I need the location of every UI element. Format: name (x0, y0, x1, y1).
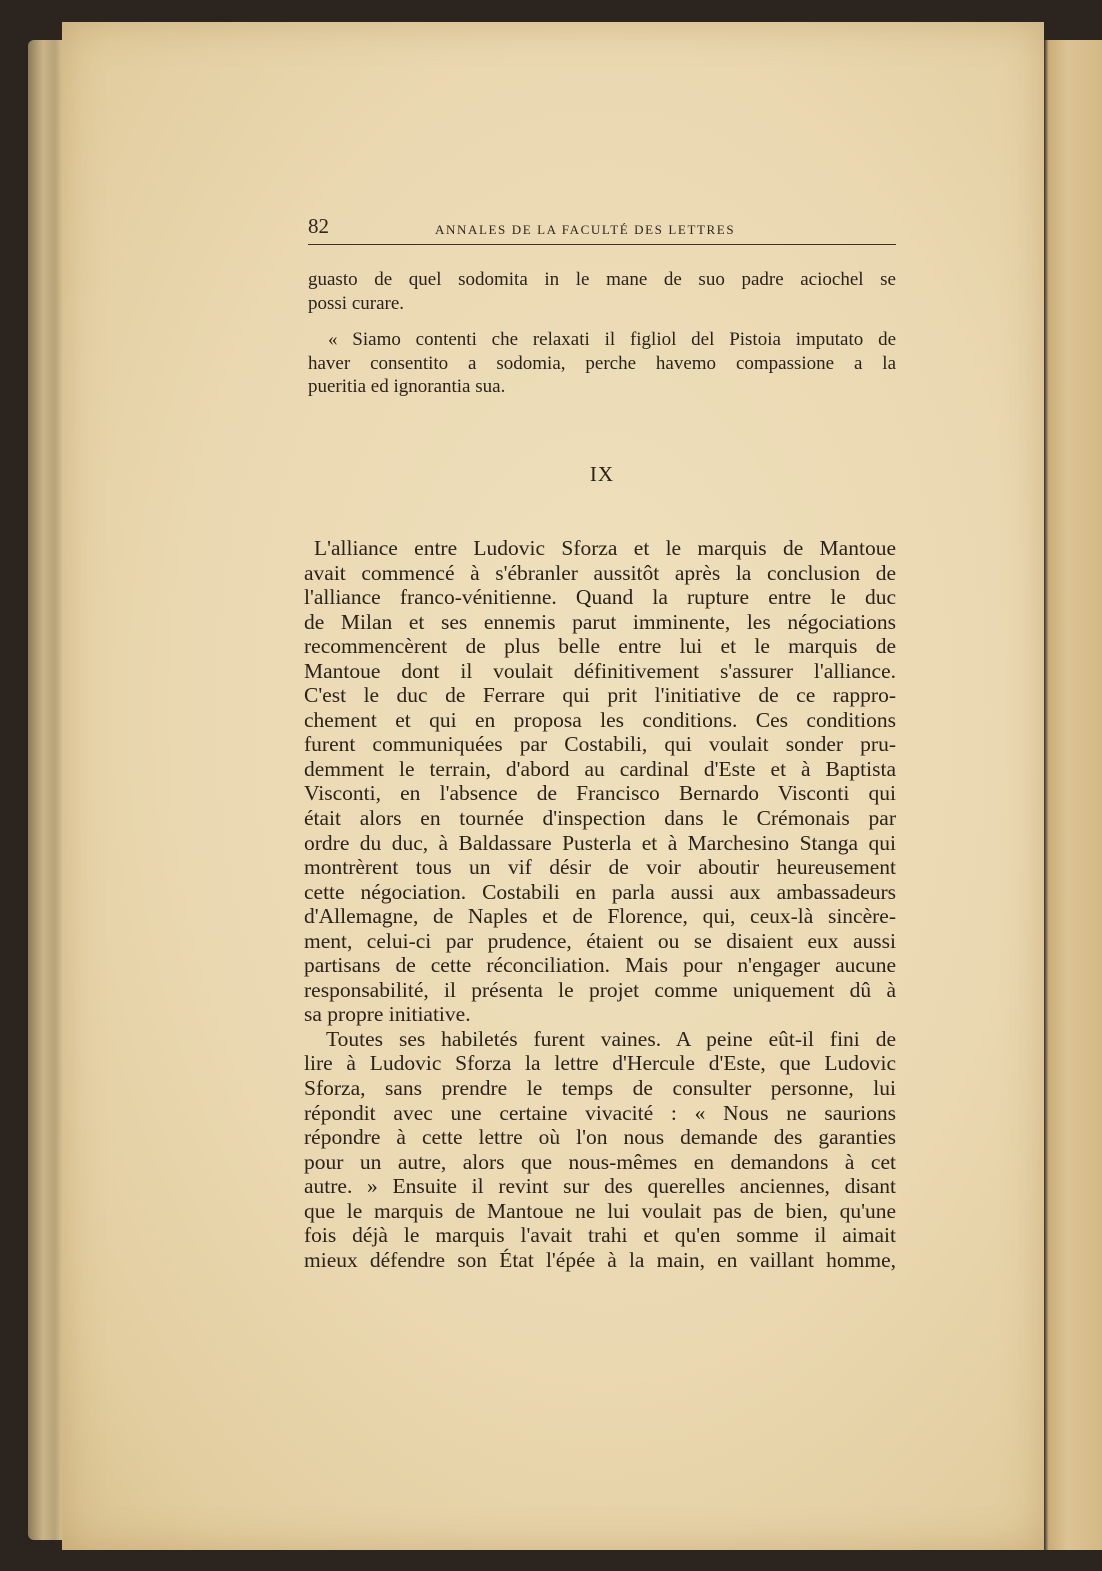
text-line: de Milan et ses ennemis parut imminente, les négociations (304, 609, 896, 634)
text-line: pueritia ed ignorantia sua. (308, 376, 506, 397)
text-line: lire à Ludovic Sforza la lettre d'Hercule d'Este, que Ludovic (304, 1051, 896, 1076)
text-line: furent communiquées par Costabili, qui voulait sonder pru- (304, 732, 896, 757)
quote-block-2 (308, 328, 896, 399)
text-line: d'Allemagne, de Naples et de Florence, qui, ceux-là sincère- (304, 904, 896, 929)
text-line: était alors en tournée d'inspection dans le Crémonais par (304, 806, 896, 831)
text-line: l'alliance franco-vénitienne. Quand la rupture entre le duc (304, 585, 896, 610)
text-line: autre. » Ensuite il revint sur des querelles anciennes, disant (304, 1174, 896, 1199)
text-line: « Siamo contenti che relaxati il figliol del Pistoia imputato de (328, 329, 896, 350)
facing-page-edge (1044, 40, 1102, 1550)
text-line: haver consentito a sodomia, perche havemo compassione a la (308, 352, 896, 374)
text-line: montrèrent tous un vif désir de voir aboutir heureusement (304, 855, 896, 880)
text-line: chement et qui en proposa les conditions. Ces conditions (304, 707, 896, 732)
body-text (304, 536, 896, 1272)
text-line: demment le terrain, d'abord au cardinal d'Este et à Baptista (304, 756, 896, 781)
text-line: recommencèrent de plus belle entre lui et le marquis de (304, 634, 896, 659)
text-line: Mantoue dont il voulait définitivement s'assurer l'alliance. (304, 658, 896, 683)
quote-block-1 (308, 268, 896, 315)
text-line: Sforza, sans prendre le temps de consulter personne, lui (304, 1076, 896, 1101)
section-heading: IX (589, 462, 615, 486)
text-line: mieux défendre son État l'épée à la main, en vaillant homme, (304, 1247, 896, 1272)
text-line: possi curare. (308, 292, 405, 314)
text-line: que le marquis de Mantoue ne lui voulait pas de bien, qu'une (304, 1198, 896, 1223)
page-header (308, 214, 896, 245)
text-line: ment, celui-ci par prudence, étaient ou se disaient eux aussi (304, 928, 896, 953)
text-line: responsabilité, il présenta le projet comme uniquement dû à (304, 977, 896, 1002)
text-line: sa propre initiative. (304, 1002, 471, 1027)
text-line: fois déjà le marquis l'avait trahi et qu'en somme il aimait (304, 1223, 896, 1248)
text-line: répondit avec une certaine vivacité : « Nous ne saurions (304, 1100, 896, 1125)
text-line: avait commencé à s'ébranler aussitôt après la conclusion de (304, 560, 896, 585)
page-number: 82 (308, 214, 329, 238)
text-line: répondre à cette lettre où l'on nous demande des garanties (304, 1125, 896, 1150)
text-line: Toutes ses habiletés furent vaines. A peine eût-il fini de (326, 1026, 896, 1051)
text-line: cette négociation. Costabili en parla aussi aux ambassadeurs (304, 879, 896, 904)
paragraph-1 (304, 536, 896, 1027)
text-line: partisans de cette réconciliation. Mais pour n'engager aucune (304, 953, 896, 978)
text-line: Visconti, en l'absence de Francisco Bernardo Visconti qui (304, 781, 896, 806)
text-line: C'est le duc de Ferrare qui prit l'initiative de ce rappro- (304, 683, 896, 708)
text-line: pour un autre, alors que nous-mêmes en demandons à cet (304, 1149, 896, 1174)
paragraph-2 (304, 1027, 896, 1272)
text-line: guasto de quel sodomita in le mane de suo padre aciochel se (308, 269, 896, 290)
text-line: L'alliance entre Ludovic Sforza et le marquis de Mantoue (314, 536, 896, 560)
running-title: ANNALES DE LA FACULTÉ DES LETTRES (435, 222, 736, 237)
text-line: ordre du duc, à Baldassare Pusterla et à Marchesino Stanga qui (304, 830, 896, 855)
